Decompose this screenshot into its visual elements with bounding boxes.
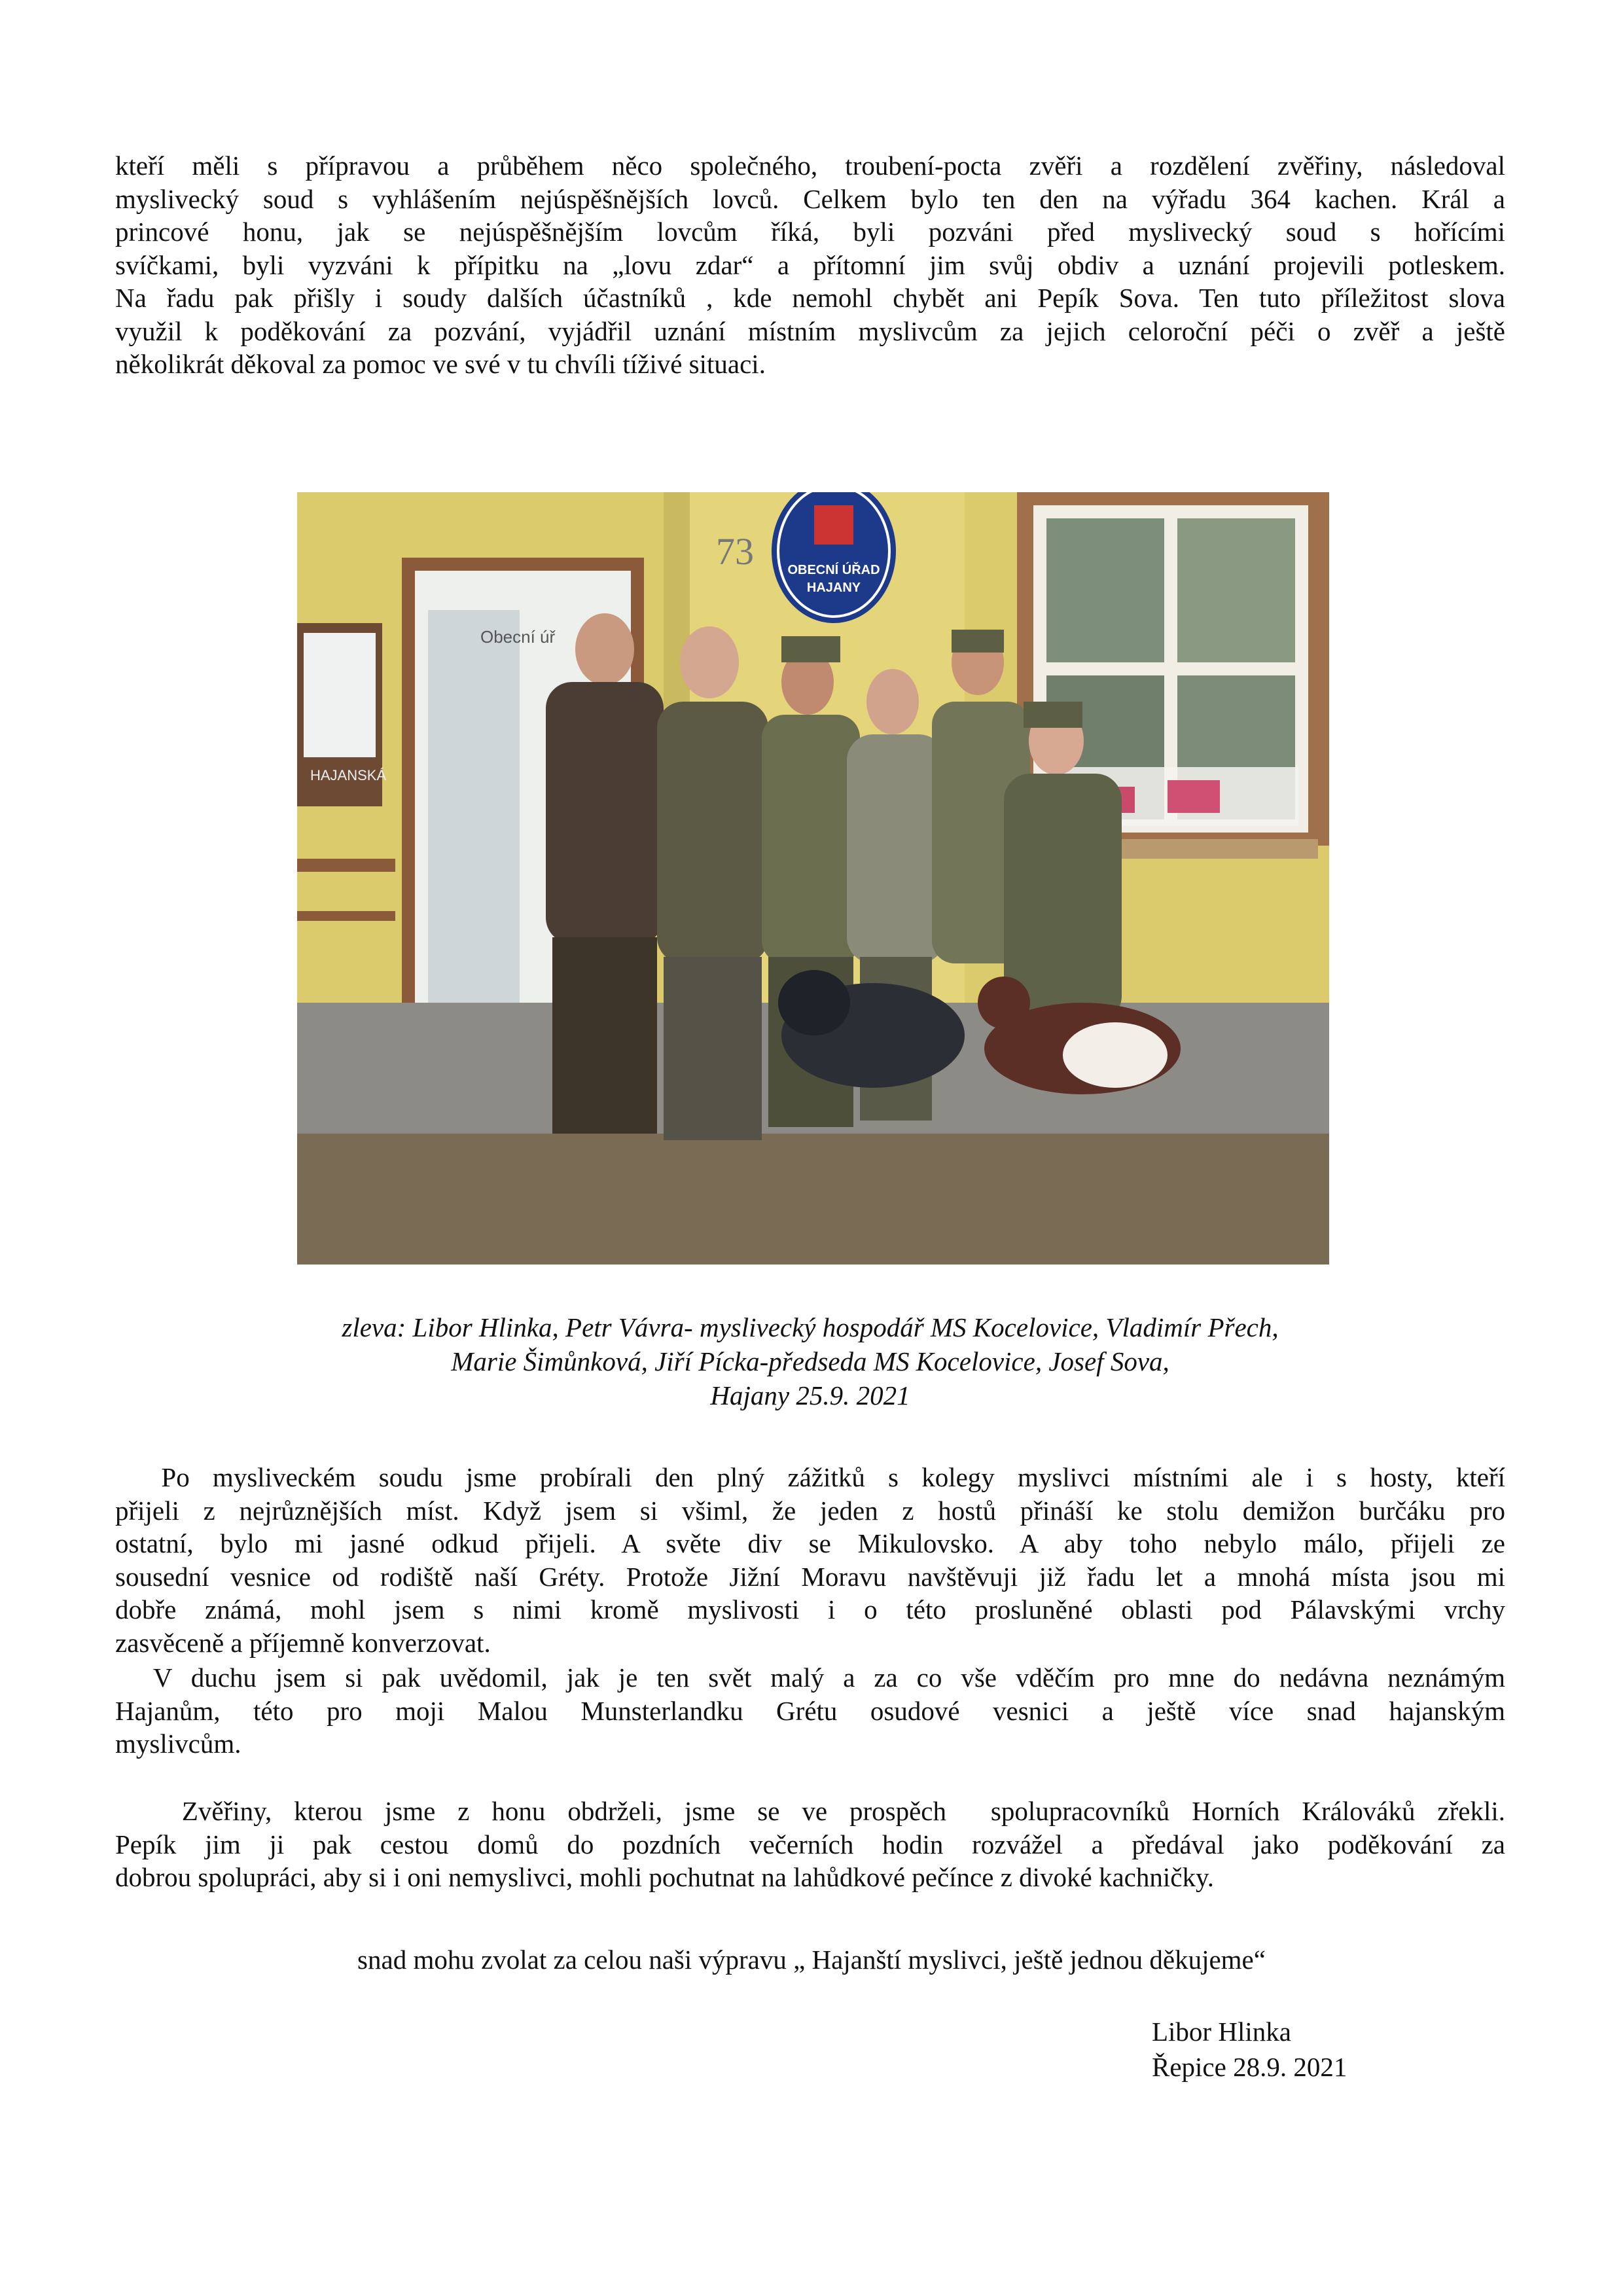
text-line: V duchu jsem si pak uvědomil, jak je ten svět malý a za co vše vděčím pro mne do nedávna neznámým — [115, 1662, 1506, 1693]
text-line: ostatní, bylo mi jasné odkud přijeli. A světe div se Mikulovsko. A aby toho nebylo málo, přijeli ze — [115, 1528, 1505, 1558]
paragraph-1 — [115, 149, 1505, 381]
text-line: myslivcům. — [115, 1729, 241, 1759]
paragraph-4 — [115, 1795, 1505, 1894]
caption-line: zleva: Libor Hlinka, Petr Vávra- myslivecký hospodář MS Kocelovice, Vladimír Přech, — [342, 1312, 1279, 1342]
text-line: kteří měli s přípravou a průběhem něco společného, troubení-pocta zvěři a rozdělení zvěřiny, následoval — [115, 151, 1505, 181]
text-line: několikrát děkoval za pomoc ve své v tu chvíli tíživé situaci. — [115, 349, 766, 379]
text-line: Pepík jim ji pak cestou domů do pozdních večerních hodin rozvážel a předával jako poděkování za — [115, 1829, 1505, 1859]
text-line: svíčkami, byli vyzváni k přípitku na „lovu zdar“ a přítomní jim svůj obdiv a uznání projevili potleskem. — [115, 249, 1505, 280]
door-text: Obecní úř — [480, 627, 556, 647]
text-line: přijeli z nejrůznějších míst. Když jsem si všiml, že jeden z hostů přináší ke stolu demižon burčáku pro — [115, 1495, 1505, 1526]
caption-line: Hajany 25.9. 2021 — [710, 1380, 910, 1410]
signature-place-date: Řepice 28.9. 2021 — [1152, 2052, 1347, 2082]
plaque-text: HAJANSKÁ — [310, 767, 387, 783]
text-line: myslivecký soud s vyhlášením nejúspěšnějších lovců. Celkem bylo ten den na výřadu 364 kachen. Král a — [115, 183, 1505, 214]
group-photo — [297, 492, 1329, 1265]
house-number: 73 — [716, 530, 754, 573]
text-line: Po mysliveckém soudu jsme probírali den plný zážitků s kolegy myslivci místními ale i s hosty, kteří — [115, 1462, 1505, 1492]
sign-line2: HAJANY — [806, 581, 861, 595]
closing-line: snad mohu zvolat za celou naši výpravu „ Hajanští myslivci, ještě jednou děkujeme“ — [357, 1945, 1266, 1975]
photo-caption — [115, 1310, 1505, 1412]
text-line: Hajanům, této pro moji Malou Munsterlandku Grétu osudové vesnici a ještě více snad hajanským — [115, 1695, 1505, 1726]
text-line: dobrou spolupráci, aby si i oni nemyslivci, mohli pochutnat na lahůdkové pečínce z divoké kachničky. — [115, 1862, 1215, 1892]
text-line: Zvěřiny, kterou jsme z honu obdrželi, jsme se ve prospěch spolupracovníků Horních Králováků zřekli. — [115, 1796, 1505, 1826]
text-line: princové honu, jak se nejúspěšnějším lovcům říká, byli pozváni před myslivecký soud s hořícími — [115, 217, 1505, 247]
text-line: Na řadu pak přišly i soudy dalších účastníků , kde nemohl chybět ani Pepík Sova. Ten tuto příležitost slova — [115, 283, 1505, 313]
text-line: zasvěceně a příjemně konverzovat. — [115, 1627, 491, 1658]
text-line: využil k poděkování za pozvání, vyjádřil uznání místním myslivcům za jejich celoroční péči o zvěř a ještě — [115, 315, 1505, 346]
paragraph-2 — [115, 1461, 1505, 1659]
text-line: sousední vesnice od rodiště naší Gréty. Protože Jižní Moravu navštěvuji již řadu let a mnohá místa jsou mi — [115, 1561, 1505, 1592]
caption-line: Marie Šimůnková, Jiří Pícka-předseda MS Kocelovice, Josef Sova, — [451, 1346, 1169, 1376]
paragraph-3 — [115, 1661, 1505, 1761]
text-line: dobře známá, mohl jsem s nimi kromě myslivosti i o této prosluněné oblasti pod Pálavskými vrchy — [115, 1594, 1505, 1624]
signature-name: Libor Hlinka — [1152, 2017, 1291, 2047]
sign-line1: OBECNÍ ÚŘAD — [787, 563, 880, 577]
